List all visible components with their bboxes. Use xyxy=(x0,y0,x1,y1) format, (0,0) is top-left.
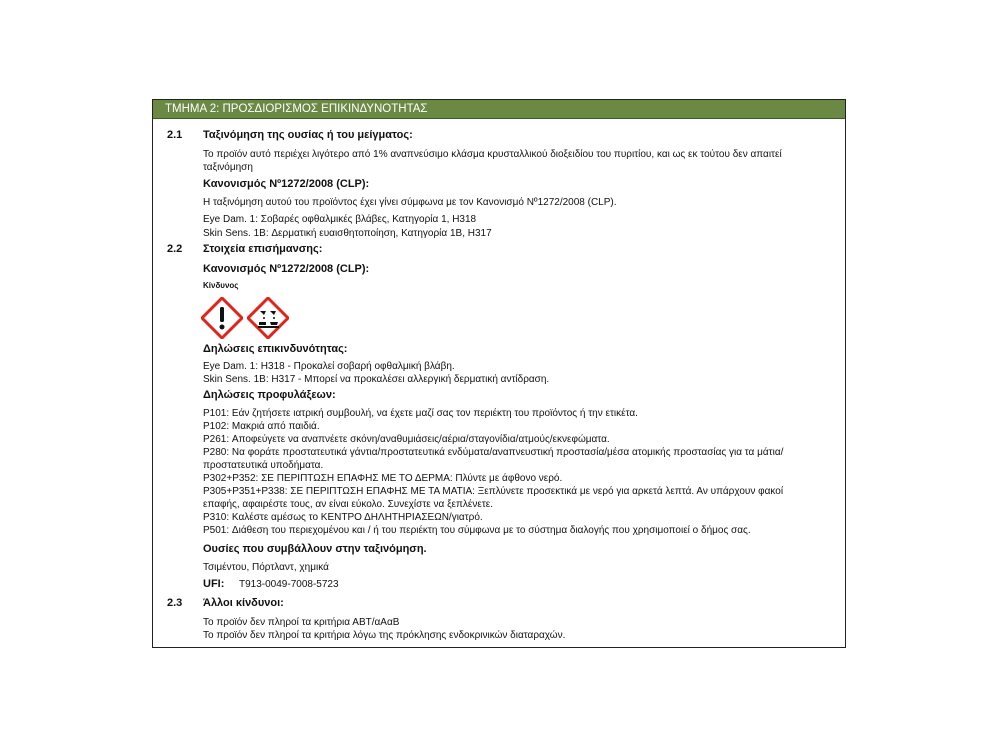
contributing-substances-heading: Ουσίες που συμβάλλουν στην ταξινόμηση. xyxy=(203,543,427,555)
precaution-p280: P280: Να φοράτε προστατευτικά γάντια/προστατευτικά ενδύματα/αναπνευστική προστασία/μέσα ατομικής προστασίας για τα μάτια/προστατευτικά υποδήματα. xyxy=(203,447,784,471)
endocrine-disruption-text: Το προϊόν δεν πληροί τα κριτήρια λόγω της πρόκλησης ενδοκρινικών διαταραχών. xyxy=(203,630,566,641)
classification-text: Το προϊόν αυτό περιέχει λιγότερο από 1% αναπνεύσιμο κλάσμα κρυσταλλικού διοξειδίου του πυριτίου, και ως εκ τούτου δεν απαιτεί ταξινόμηση xyxy=(203,149,782,173)
precaution-p261: P261: Αποφεύγετε να αναπνέετε σκόνη/αναθυμιάσεις/αέρια/σταγονίδια/ατμούς/εκνεφώματα. xyxy=(203,434,610,445)
ufi-value: T913-0049-7008-5723 xyxy=(239,579,339,590)
classification-eye-dam: Eye Dam. 1: Σοβαρές οφθαλμικές βλάβες, Κατηγορία 1, H318 xyxy=(203,214,477,225)
sds-section-frame xyxy=(152,99,846,648)
clp-regulation-text: Η ταξινόμηση αυτού του προϊόντος έχει γίνει σύμφωνα με τον Κανονισμό Nº1272/2008 (CLP). xyxy=(203,197,617,208)
subsection-number-2-3: 2.3 xyxy=(167,597,183,609)
contributing-substances-text: Τσιμέντου, Πόρτλαντ, χημικά xyxy=(203,562,329,573)
hazard-statement-h318: Eye Dam. 1: H318 - Προκαλεί σοβαρή οφθαλμική βλάβη. xyxy=(203,361,455,372)
precaution-p501: P501: Διάθεση του περιεχομένου και / ή του περιέκτη του σύμφωνα με το σύστημα διαλογής που χρησιμοποιεί ο δήμος σας. xyxy=(203,525,751,536)
subsection-heading-2-3: Άλλοι κίνδυνοι: xyxy=(203,597,284,609)
label-regulation-heading: Κανονισμός Nº1272/2008 (CLP): xyxy=(203,263,370,275)
subsection-number-2-2: 2.2 xyxy=(167,243,183,255)
precaution-p310: P310: Καλέστε αμέσως το ΚΕΝΤΡΟ ΔΗΛΗΤΗΡΙΑΣΕΩΝ/γιατρό. xyxy=(203,512,483,523)
subsection-heading-2-2: Στοιχεία επισήμανσης: xyxy=(203,243,323,255)
precaution-p302-p352: P302+P352: ΣΕ ΠΕΡΙΠΤΩΣΗ ΕΠΑΦΗΣ ΜΕ ΤΟ ΔΕΡΜΑ: Πλύντε με άφθονο νερό. xyxy=(203,473,563,484)
corrosion-icon xyxy=(247,297,289,339)
ghs-pictograms xyxy=(201,297,291,341)
hazard-statements-heading: Δηλώσεις επικινδυνότητας: xyxy=(203,343,348,355)
exclamation-icon xyxy=(201,297,243,339)
clp-regulation-heading: Κανονισμός Nº1272/2008 (CLP): xyxy=(203,178,370,190)
section-title-band: ΤΜΗΜΑ 2: ΠΡΟΣΔΙΟΡΙΣΜΟΣ ΕΠΙΚΙΝΔΥΝΟΤΗΤΑΣ xyxy=(153,100,845,119)
ufi-label: UFI: xyxy=(203,578,225,590)
precaution-p101: P101: Εάν ζητήσετε ιατρική συμβουλή, να έχετε μαζί σας τον περιέκτη του προϊόντος ή την ετικέτα. xyxy=(203,408,638,419)
classification-skin-sens: Skin Sens. 1B: Δερματική ευαισθητοποίηση, Κατηγορία 1B, H317 xyxy=(203,228,492,239)
subsection-heading-2-1: Ταξινόμηση της ουσίας ή του μείγματος: xyxy=(203,129,413,141)
hazard-statement-h317: Skin Sens. 1B: H317 - Μπορεί να προκαλέσει αλλεργική δερματική αντίδραση. xyxy=(203,374,550,385)
precaution-p102: P102: Μακριά από παιδιά. xyxy=(203,421,320,432)
pbt-vpvb-text: Το προϊόν δεν πληροί τα κριτήρια ΑΒΤ/αΑαΒ xyxy=(203,617,400,628)
signal-word: Κίνδυνος xyxy=(203,281,239,290)
precautionary-statements-heading: Δηλώσεις προφυλάξεων: xyxy=(203,389,336,401)
subsection-number-2-1: 2.1 xyxy=(167,129,183,141)
precaution-p305-p351-p338: P305+P351+P338: ΣΕ ΠΕΡΙΠΤΩΣΗ ΕΠΑΦΗΣ ΜΕ ΤΑ ΜΑΤΙΑ: Ξεπλύνετε προσεκτικά με νερό για αρκετά λεπτά. Αν υπάρχουν φακοί επαφής, αφαιρέστε τους, αν είναι εύκολο. Συνεχίστε να ξεπλένετε. xyxy=(203,486,784,510)
